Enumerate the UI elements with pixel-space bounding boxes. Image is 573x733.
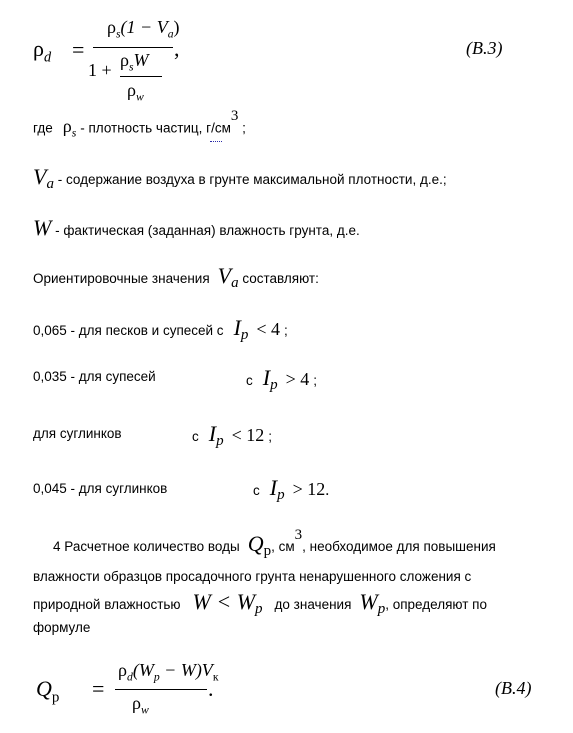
formula-b4-numerator: $\rho_d(W_p - W)V_к$ [118, 660, 219, 684]
paragraph-4-line-4: формуле [33, 620, 91, 635]
formula-b3-inner-bar [120, 76, 162, 77]
approx-row-condition: с $I_p > 12$. [253, 475, 330, 504]
formula-b3-den-one: 1 + [88, 60, 112, 80]
definition-va: $V_a$ - содержание воздуха в грунте максимальной плотности, д.е.; [33, 164, 447, 193]
approx-row-condition: с $I_p < 12$ ; [192, 421, 272, 450]
formula-b4-fraction-bar [115, 689, 207, 690]
formula-b3-inner-denominator: $\rho_w$ [127, 80, 144, 104]
formula-b3-lhs: $\rho_d$ [33, 36, 52, 66]
formula-b4-lhs: $Q_р$ [36, 676, 60, 706]
formula-b3-inner-numerator: $\rho_sW$ [120, 50, 149, 74]
approx-row: 0,065 - для песков и супесей с $I_p < 4$ ; [33, 315, 288, 344]
approx-row: 0,045 - для суглинков [33, 481, 168, 496]
definition-w: W - фактическая (заданная) влажность грунта, д.е. [33, 215, 360, 240]
spellcheck-underline [210, 137, 222, 142]
definition-rho-s: где $\rho_s$ - плотность частиц, $г/см^3$ ; [33, 108, 246, 140]
approx-intro: Ориентировочные значения $V_a$ составляют: [33, 263, 319, 292]
formula-b3-label: (В.3) [466, 38, 503, 58]
formula-b4-dot: . [208, 676, 214, 701]
formula-b3-comma: , [174, 36, 180, 61]
approx-row-condition: с $I_p > 4$ ; [246, 365, 317, 394]
formula-b4-label: (В.4) [495, 678, 532, 698]
paragraph-4-line-2: влажности образцов просадочного грунта ненарушенного сложения с [33, 569, 472, 584]
formula-b3-fraction-bar [93, 47, 173, 48]
formula-b3-numerator: $\rho_s(1 - V_a)$ [107, 17, 180, 41]
approx-row: для суглинков [33, 426, 122, 441]
paragraph-4-line-1: 4 Расчетное количество воды $Q_р$, $см^3$, необходимое для повышения [53, 526, 496, 560]
formula-b3-equals: = [72, 37, 85, 62]
paragraph-4-line-3: природной влажностью $W < W_p$ до значения $W_p$, определяют по [33, 589, 487, 618]
formula-b4-denominator: $\rho_w$ [132, 693, 149, 717]
approx-row: 0,035 - для супесей [33, 369, 156, 384]
formula-b4-equals: = [92, 676, 105, 701]
